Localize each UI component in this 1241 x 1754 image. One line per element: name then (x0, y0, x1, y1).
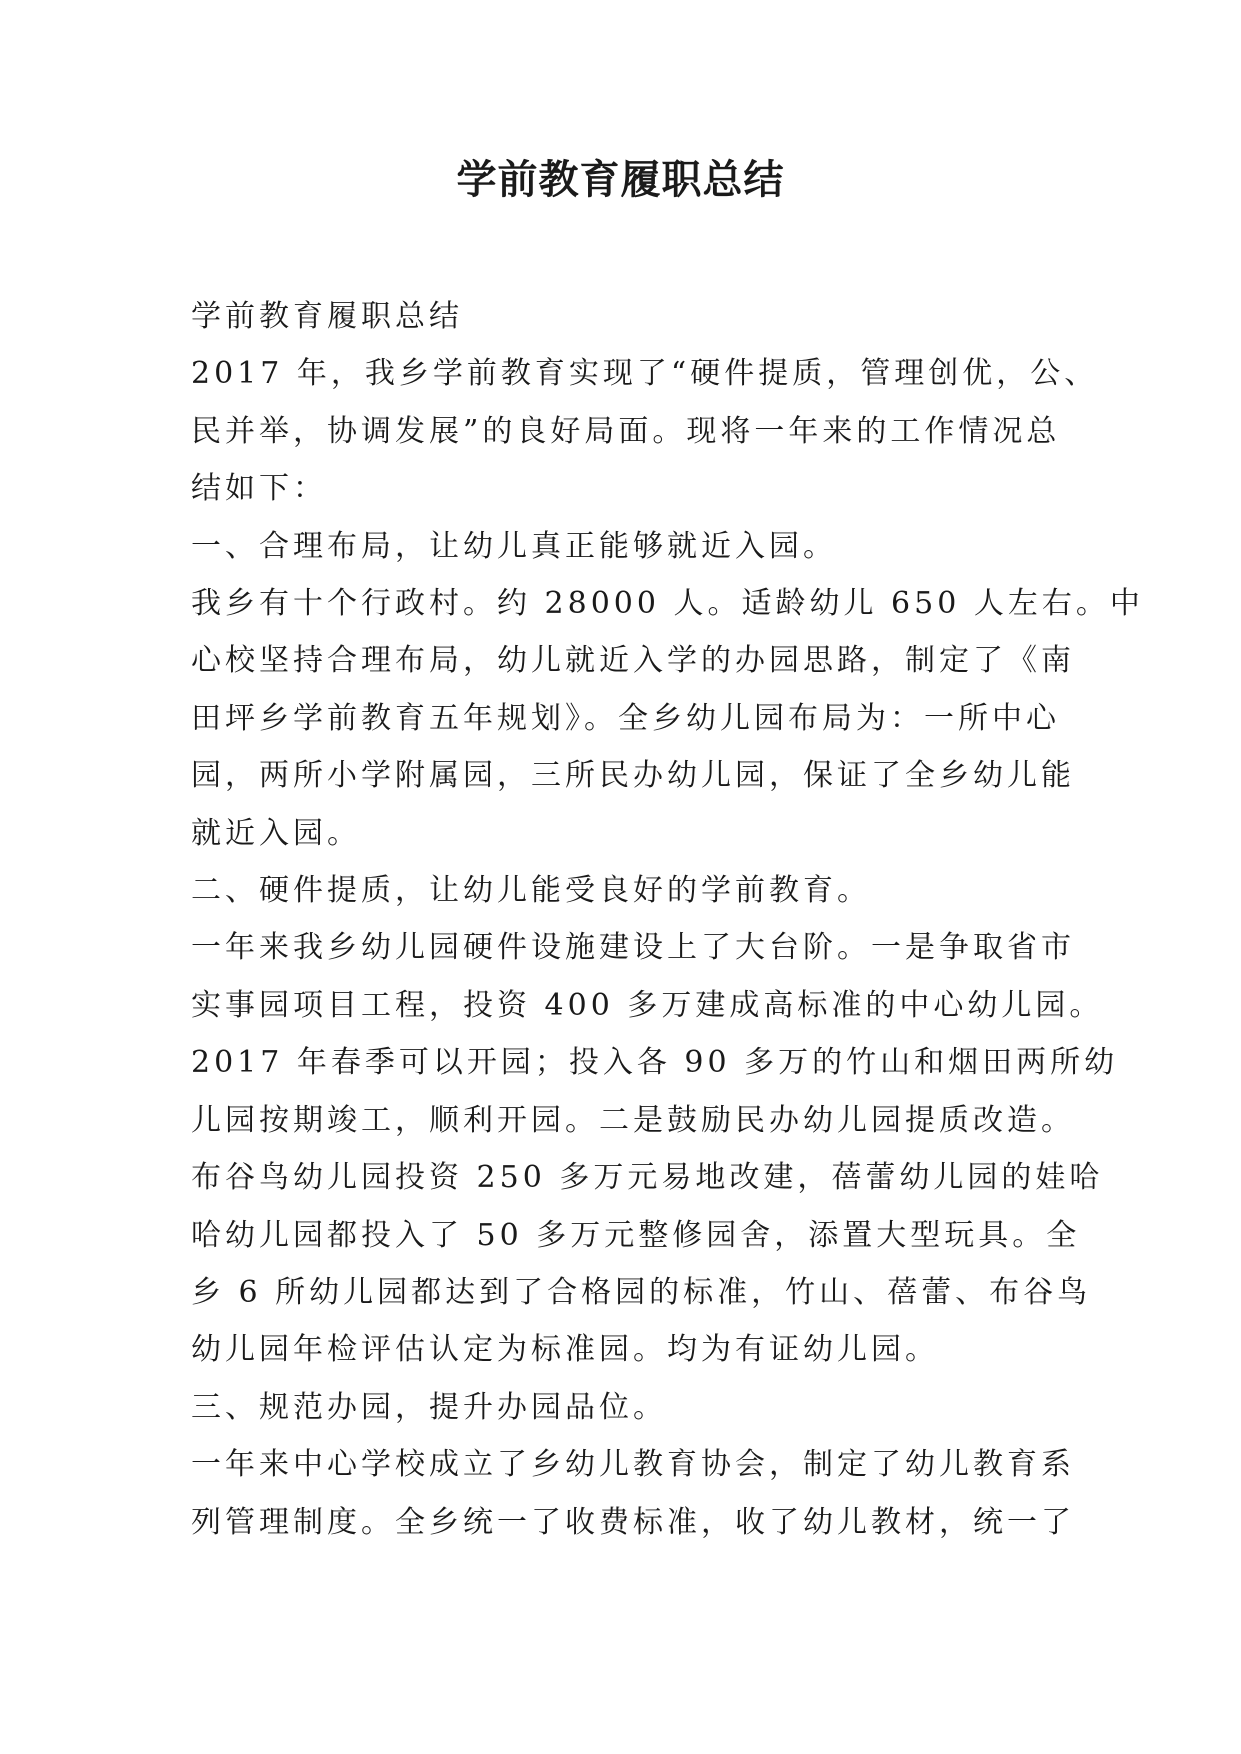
body-line: 结如下： (191, 471, 327, 507)
section-heading: 三、规范办园，提升办园品位。 (191, 1389, 667, 1425)
body-line: 学前教育履职总结 (191, 299, 463, 334)
document-title: 学前教育履职总结 (456, 156, 785, 203)
section-heading: 二、硬件提质，让幼儿能受良好的学前教育。 (191, 873, 871, 909)
body-line: 一年来中心学校成立了乡幼儿教育协会，制定了幼儿教育系 (191, 1447, 1075, 1483)
body-line: 心校坚持合理布局，幼儿就近入学的办园思路，制定了《南 (191, 643, 1075, 679)
body-line: 布谷鸟幼儿园投资 250 多万元易地改建，蓓蕾幼儿园的娃哈 (191, 1160, 1104, 1196)
document-body (191, 288, 1144, 1551)
body-line: 乡 6 所幼儿园都达到了合格园的标准，竹山、蓓蕾、布谷鸟 (191, 1274, 1092, 1310)
body-line: 民并举，协调发展”的良好局面。现将一年来的工作情况总 (191, 413, 1061, 449)
body-line: 一年来我乡幼儿园硬件设施建设上了大台阶。一是争取省市 (191, 930, 1075, 966)
body-line: 幼儿园年检评估认定为标准园。均为有证幼儿园。 (191, 1332, 939, 1368)
body-line: 就近入园。 (191, 815, 361, 851)
body-line: 我乡有十个行政村。约 28000 人。适龄幼儿 650 人左右。中 (191, 586, 1144, 622)
body-line: 园，两所小学附属园，三所民办幼儿园，保证了全乡幼儿能 (191, 758, 1075, 794)
body-line: 田坪乡学前教育五年规划》。全乡幼儿园布局为：一所中心 (191, 700, 1060, 736)
body-line: 2017 年春季可以开园；投入各 90 多万的竹山和烟田两所幼 (191, 1045, 1119, 1081)
body-line: 2017 年，我乡学前教育实现了“硬件提质，管理创优，公、 (191, 356, 1099, 392)
body-line: 儿园按期竣工，顺利开园。二是鼓励民办幼儿园提质改造。 (191, 1102, 1075, 1138)
body-line: 哈幼儿园都投入了 50 多万元整修园舍，添置大型玩具。全 (191, 1217, 1081, 1253)
body-line: 列管理制度。全乡统一了收费标准，收了幼儿教材，统一了 (191, 1504, 1075, 1540)
body-line: 实事园项目工程，投资 400 多万建成高标准的中心幼儿园。 (191, 987, 1104, 1023)
section-heading: 一、合理布局，让幼儿真正能够就近入园。 (191, 528, 837, 564)
